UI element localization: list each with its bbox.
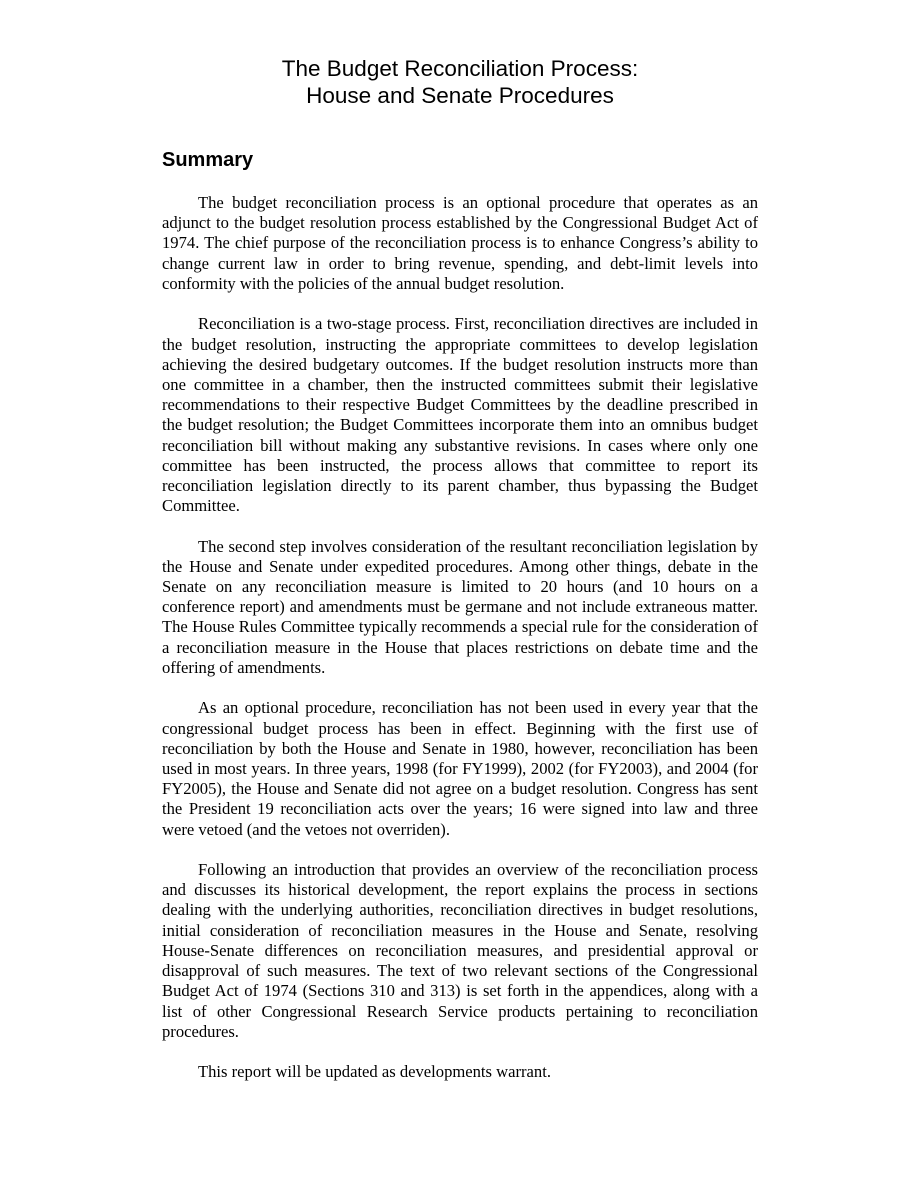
paragraph-4: As an optional procedure, reconciliation has not been used in every year that the congressional budget process has been in effect. Beginning with the first use of reconciliation by both the House and Senate in 1980, however, reconciliation has been used in most years. In three years, 1998 (for FY1999), 2002 (for FY2003), and 2004 (for FY2005), the House and Senate did not agree on a budget resolution. Congress has sent the President 19 reconciliation acts over the years; 16 were signed into law and three were vetoed (and the vetoes not overriden).	[162, 698, 758, 839]
title-line-1: The Budget Reconciliation Process:	[281, 56, 639, 81]
paragraph-3: The second step involves consideration of the resultant reconciliation legislation by the House and Senate under expedited procedures. Among other things, debate in the Senate on any reconciliation measure is limited to 20 hours (and 10 hours on a conference report) and amendments must be germane and not include extraneous matter. The House Rules Committee typically recommends a special rule for the consideration of a reconciliation measure in the House that places restrictions on debate time and the offering of amendments.	[162, 536, 758, 677]
summary-heading: Summary	[162, 149, 254, 171]
paragraph-6: This report will be updated as developments warrant.	[198, 1062, 551, 1082]
document-title	[162, 55, 758, 109]
summary-body	[162, 193, 758, 1103]
paragraph-1: The budget reconciliation process is an optional procedure that operates as an adjunct to the budget resolution process established by the Congressional Budget Act of 1974. The chief purpose of the reconciliation process is to enhance Congress’s ability to change current law in order to bring revenue, spending, and debt-limit levels into conformity with the policies of the annual budget resolution.	[162, 193, 758, 293]
paragraph-5: Following an introduction that provides an overview of the reconciliation process and discusses its historical development, the report explains the process in sections dealing with the underlying authorities, reconciliation directives in budget resolutions, initial consideration of reconciliation measures in the House and Senate, resolving House-Senate differences on reconciliation measures, and presidential approval or disapproval of such measures. The text of two relevant sections of the Congressional Budget Act of 1974 (Sections 310 and 313) is set forth in the appendices, along with a list of other Congressional Research Service products pertaining to reconciliation procedures.	[162, 860, 758, 1041]
paragraph-2: Reconciliation is a two-stage process. First, reconciliation directives are included in the budget resolution, instructing the appropriate committees to develop legislation achieving the desired budgetary outcomes. If the budget resolution instructs more than one committee in a chamber, then the instructed committees submit their legislative recommendations to their respective Budget Committees by the deadline prescribed in the budget resolution; the Budget Committees incorporate them into an omnibus budget reconciliation bill without making any substantive revisions. In cases where only one committee has been instructed, the process allows that committee to report its reconciliation legislation directly to its parent chamber, thus bypassing the Budget Committee.	[162, 314, 758, 516]
title-line-2: House and Senate Procedures	[306, 83, 614, 108]
